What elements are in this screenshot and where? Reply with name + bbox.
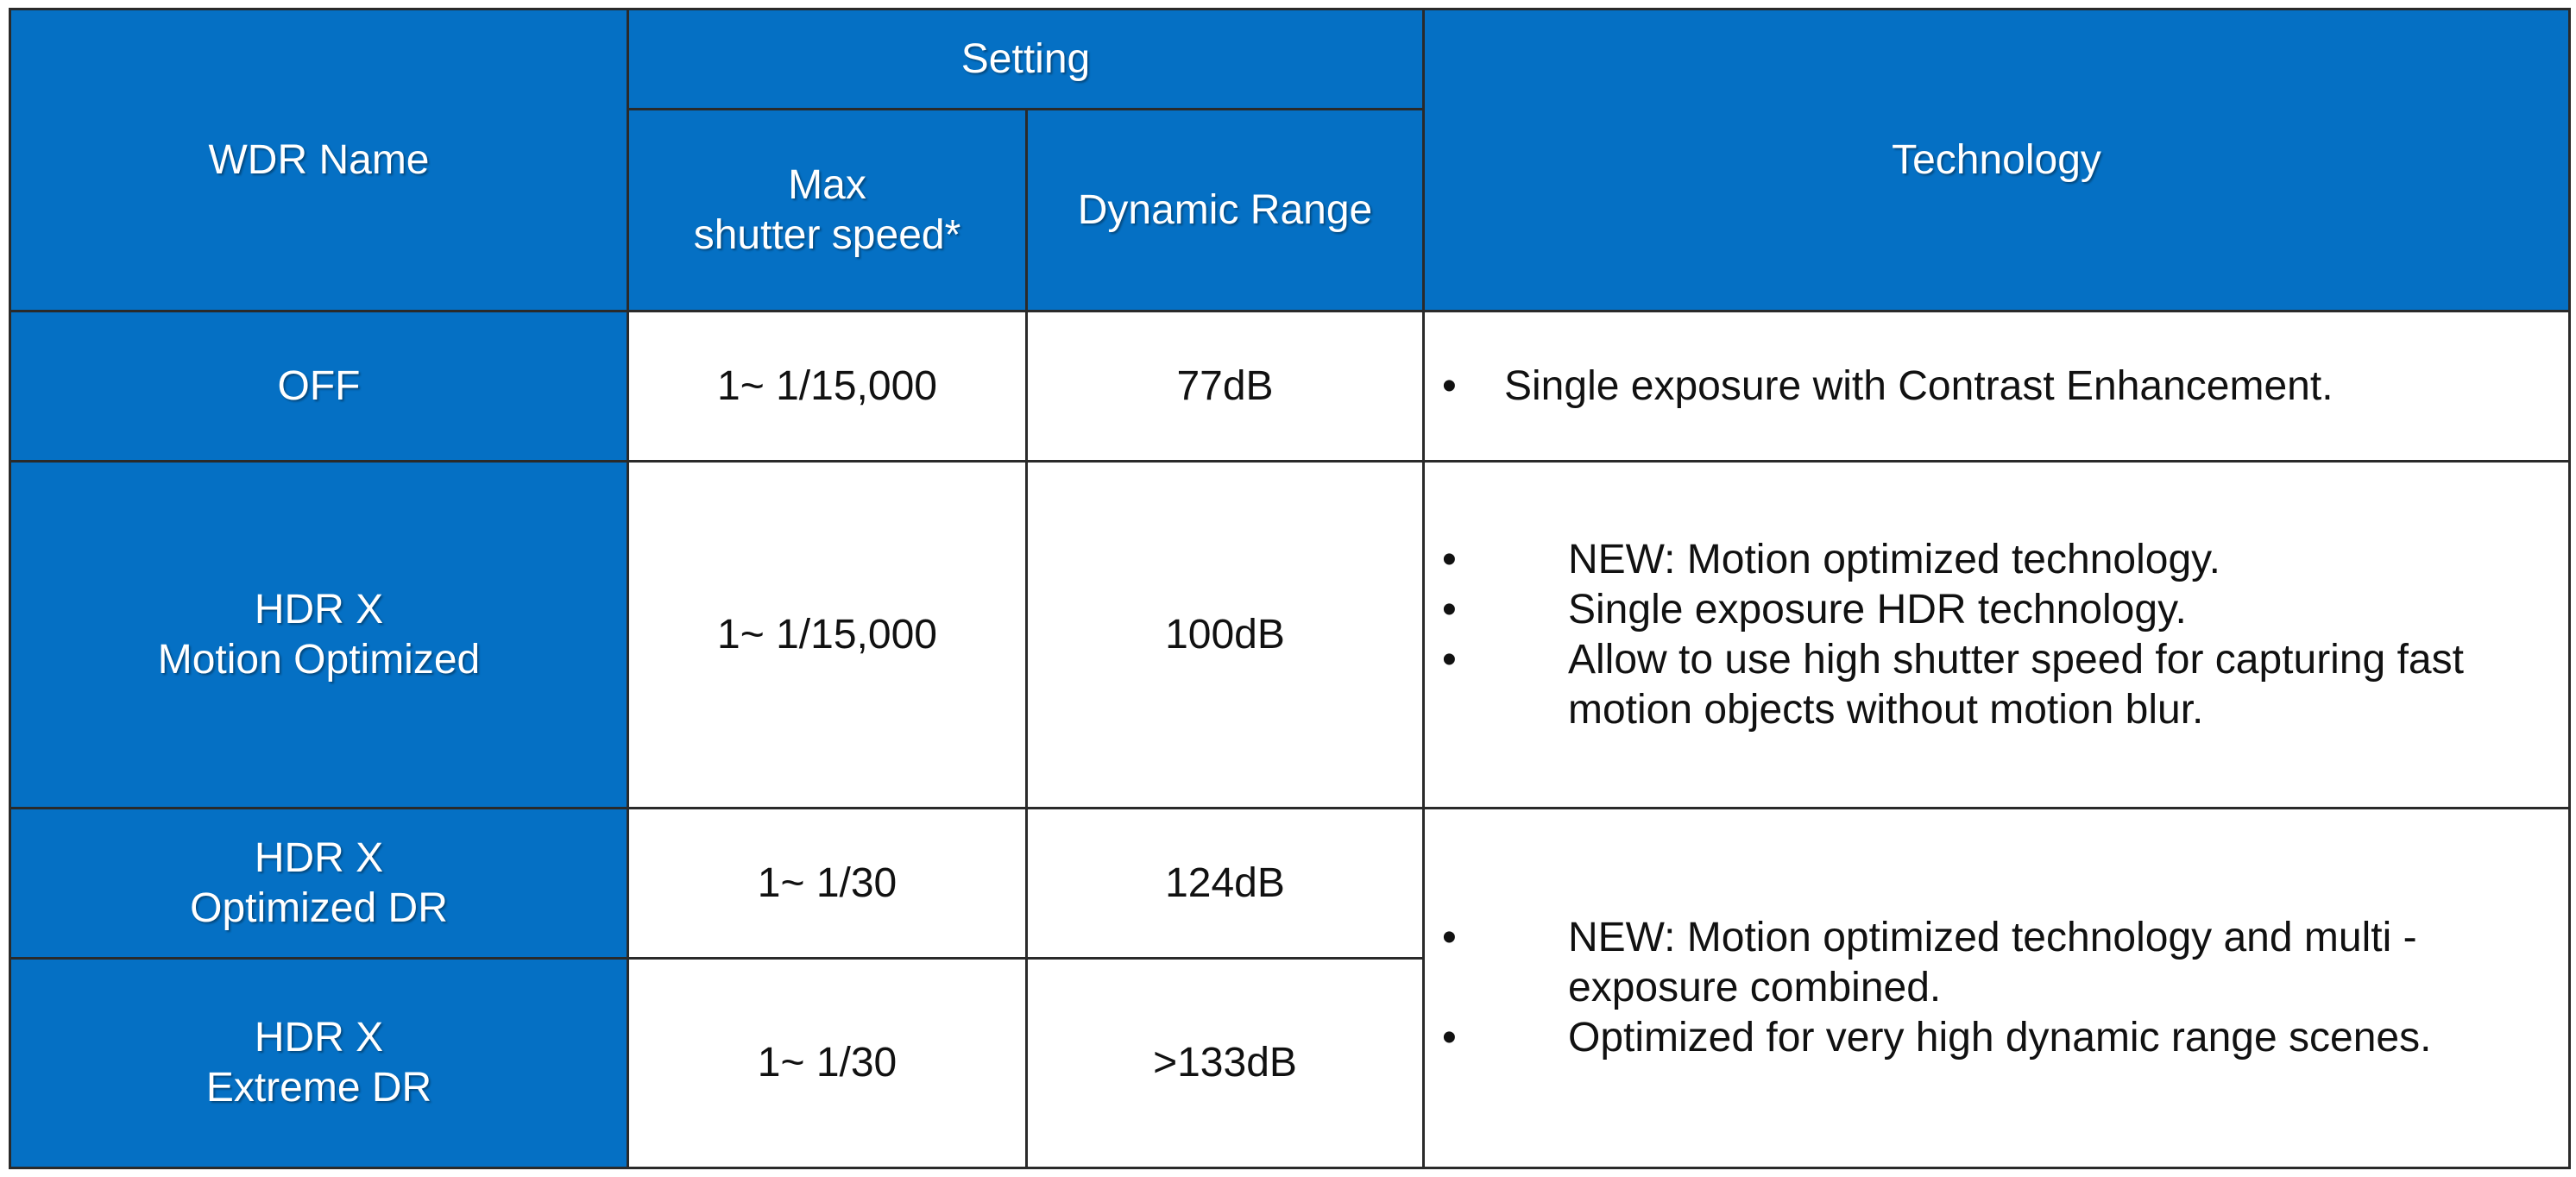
header-dynamic-range — [1027, 110, 1424, 312]
header-setting — [628, 9, 1424, 110]
technology-cell — [1424, 462, 2570, 809]
shutter-speed-value: 1~ 1/30 — [757, 859, 898, 906]
header-max-shutter-line-2: shutter speed* — [693, 211, 961, 258]
bullet-icon: • — [1442, 915, 1457, 960]
technology-text: NEW: Motion optimized technology. — [1568, 536, 2220, 582]
bullet-icon: • — [1442, 362, 1457, 409]
header-wdr-name — [10, 9, 628, 312]
header-technology-label: Technology — [1892, 136, 2101, 183]
bullet-icon: • — [1442, 1015, 1457, 1061]
technology-text: Allow to use high shutter speed for capturing fast motion objects without motion blur. — [1568, 636, 2464, 733]
bullet-icon: • — [1442, 536, 1457, 582]
wdr-name-line: Motion Optimized — [157, 636, 481, 683]
wdr-comparison-table — [9, 8, 2571, 1169]
wdr-name-cell — [10, 809, 628, 959]
header-dynamic-range-label: Dynamic Range — [1077, 186, 1373, 233]
wdr-name-line: HDR X — [254, 1015, 384, 1061]
header-wdr-name-label: WDR Name — [208, 136, 430, 183]
shutter-speed-cell — [628, 312, 1027, 462]
header-setting-label: Setting — [960, 35, 1091, 82]
shutter-speed-cell — [628, 462, 1027, 809]
wdr-name-cell — [10, 959, 628, 1168]
dynamic-range-value: 77dB — [1176, 362, 1274, 409]
technology-text: Single exposure HDR technology. — [1568, 586, 2187, 633]
technology-cell-shared — [1424, 809, 2570, 1168]
table-row-off — [10, 312, 2570, 462]
wdr-name-line: HDR X — [254, 834, 384, 881]
technology-text: NEW: Motion optimized technology and multi - exposure combined. — [1568, 915, 2417, 1010]
wdr-name-line: Optimized DR — [190, 884, 448, 931]
header-max-shutter-speed — [628, 110, 1027, 312]
technology-bullet-item — [1425, 535, 2568, 585]
technology-bullet-item — [1425, 1013, 2568, 1063]
wdr-name-line: OFF — [277, 362, 361, 409]
technology-text: Optimized for very high dynamic range scenes. — [1568, 1015, 2432, 1061]
technology-text: Single exposure with Contrast Enhancement. — [1504, 362, 2334, 409]
dynamic-range-value: 124dB — [1165, 859, 1285, 906]
shutter-speed-value: 1~ 1/15,000 — [717, 362, 937, 409]
technology-cell — [1424, 312, 2570, 462]
dynamic-range-cell — [1027, 959, 1424, 1168]
dynamic-range-value: 100dB — [1165, 611, 1285, 658]
shutter-speed-value: 1~ 1/15,000 — [717, 611, 937, 658]
dynamic-range-cell — [1027, 312, 1424, 462]
wdr-name-cell — [10, 312, 628, 462]
wdr-name-line: HDR X — [254, 586, 384, 633]
header-row-top — [10, 9, 2570, 110]
technology-bullet-item — [1425, 913, 2568, 1013]
shutter-speed-cell — [628, 959, 1027, 1168]
dynamic-range-cell — [1027, 462, 1424, 809]
technology-list — [1425, 913, 2568, 1063]
table-row-motion-optimized — [10, 462, 2570, 809]
technology-list — [1425, 362, 2568, 412]
wdr-name-cell — [10, 462, 628, 809]
technology-bullet-item — [1425, 635, 2568, 735]
dynamic-range-cell — [1027, 809, 1424, 959]
bullet-icon: • — [1442, 636, 1457, 683]
dynamic-range-value: >133dB — [1153, 1040, 1297, 1086]
table-row-optimized-dr — [10, 809, 2570, 959]
bullet-icon: • — [1442, 586, 1457, 633]
shutter-speed-value: 1~ 1/30 — [757, 1040, 898, 1086]
technology-bullet-item — [1425, 362, 2568, 412]
wdr-name-line: Extreme DR — [205, 1065, 432, 1111]
shutter-speed-cell — [628, 809, 1027, 959]
technology-bullet-item — [1425, 585, 2568, 635]
technology-list — [1425, 535, 2568, 735]
header-max-shutter-line-1: Max — [788, 161, 866, 208]
header-technology — [1424, 9, 2570, 312]
